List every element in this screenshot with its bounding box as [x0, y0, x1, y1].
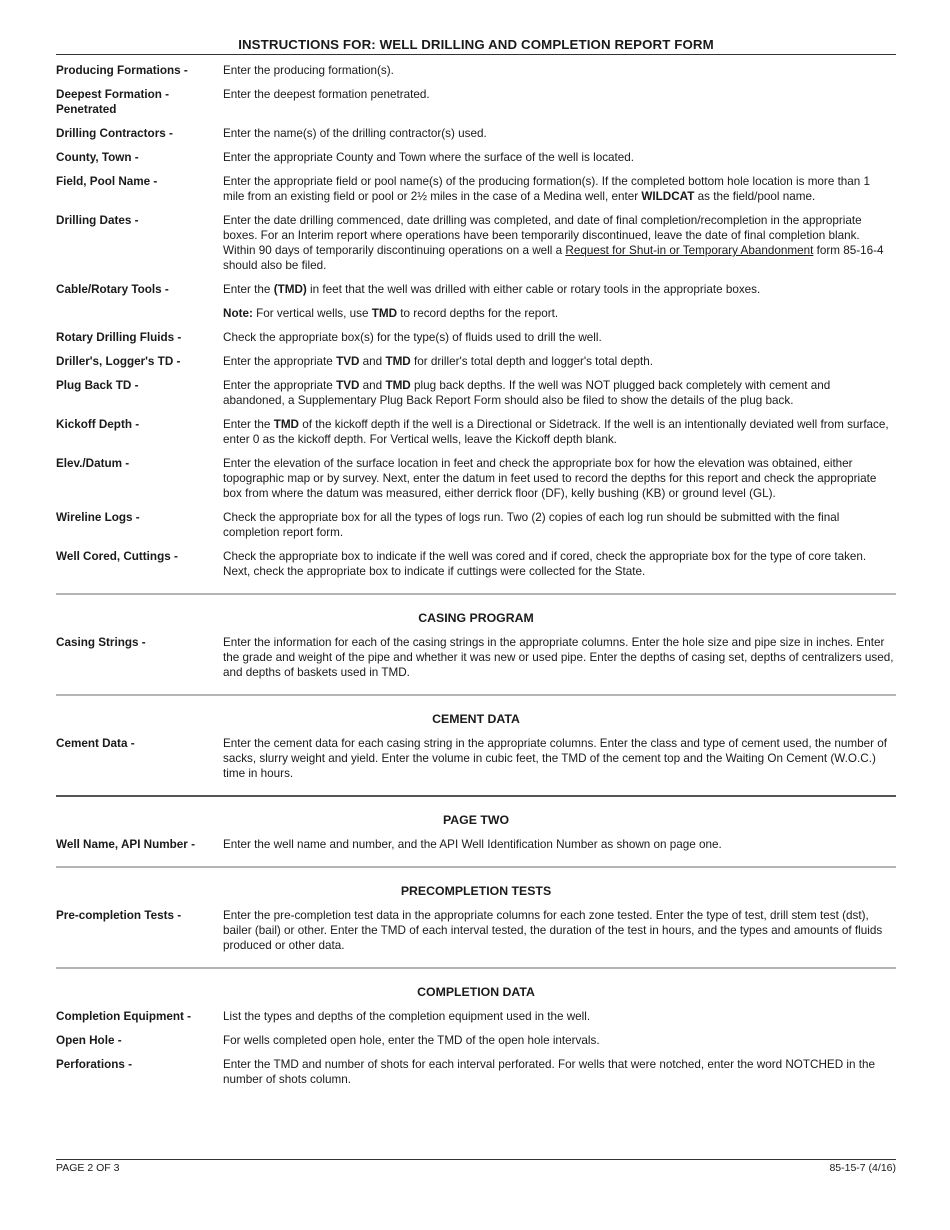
row-county-town: [56, 150, 896, 165]
label-well-name-api: Well Name, API Number -: [56, 838, 195, 851]
text-perforations: Enter the TMD and number of shots for each interval perforated. For wells that were notched, enter the word NOTCHED in the number of shots column.: [223, 1058, 875, 1086]
text-note: [223, 306, 896, 321]
text-precompletion-tests: Enter the pre-completion test data in the appropriate columns for each zone tested. Enter the type of test, drill stem test (dst), bailer (bail) or other. Enter the TMD of each interval tested, the duration of the test in hours, and the types and amounts of fluids produced or other data.: [223, 909, 883, 952]
text-part: for driller's total depth and logger's total depth.: [410, 355, 654, 368]
text-county-town: Enter the appropriate County and Town where the surface of the well is located.: [223, 151, 635, 164]
label-cement-data: Cement Data -: [56, 737, 135, 750]
text-bold: TVD: [336, 355, 360, 368]
casing-heading: CASING PROGRAM: [418, 611, 534, 625]
row-perforations: [56, 1057, 896, 1087]
instructions-page: [56, 0, 896, 1230]
text-bold: TMD: [385, 379, 411, 392]
divider: [56, 593, 896, 595]
row-well-cored-cuttings: [56, 549, 896, 579]
footer-form-number: 85-15-7 (4/16): [829, 1162, 896, 1174]
precompletion-heading: PRECOMPLETION TESTS: [400, 884, 552, 898]
page-footer: [56, 1159, 896, 1174]
label-cable-rotary-tools: Cable/Rotary Tools -: [56, 283, 169, 296]
text-deepest-formation: Enter the deepest formation penetrated.: [223, 88, 430, 101]
label-producing-formations: Producing Formations -: [56, 64, 188, 77]
precompletion-section: [56, 884, 896, 953]
label-plug-back-td: Plug Back TD -: [56, 379, 139, 392]
label-completion-equipment: Completion Equipment -: [56, 1010, 192, 1023]
text-part: Enter the: [223, 283, 274, 296]
text-part: to record depths for the report.: [397, 307, 559, 320]
label-open-hole: Open Hole -: [56, 1034, 122, 1047]
label-drilling-contractors: Drilling Contractors -: [56, 127, 173, 140]
label-drilling-dates: Drilling Dates -: [56, 214, 139, 227]
completion-heading: COMPLETION DATA: [417, 985, 535, 999]
row-elev-datum: [56, 456, 896, 501]
footer-page-number: PAGE 2 OF 3: [56, 1162, 120, 1174]
row-drilling-contractors: [56, 126, 896, 141]
text-cement-data: Enter the cement data for each casing string in the appropriate columns. Enter the class and type of cement used, the number of sacks, slurry weight and yield. Enter the volume in cubic feet, the TMD of the cement top and the Waiting On Cement (W.O.C.) time in hours.: [223, 737, 887, 780]
label-drillers-loggers-td: Driller's, Logger's TD -: [56, 355, 181, 368]
text-part: Enter the appropriate: [223, 379, 337, 392]
text-drillers-loggers-td: [223, 354, 896, 369]
divider: [56, 795, 896, 797]
text-part: Enter the: [223, 418, 274, 431]
text-part: Enter the appropriate: [223, 355, 337, 368]
text-wireline-logs: Check the appropriate box for all the types of logs run. Two (2) copies of each log run should be submitted with the final completion report form.: [223, 511, 840, 539]
label-deepest-formation: Deepest Formation - Penetrated: [56, 88, 169, 116]
label-rotary-drilling-fluids: Rotary Drilling Fluids -: [56, 331, 182, 344]
text-bold: TVD: [336, 379, 360, 392]
text-casing-strings: Enter the information for each of the casing strings in the appropriate columns. Enter the hole size and pipe size in inches. Enter the grade and weight of the pipe and whether it was new or used pipe. Enter the depths of casing set, depths of centralizers used, and depths of baskets used in TMD.: [223, 636, 894, 679]
label-casing-strings: Casing Strings -: [56, 636, 146, 649]
text-part: and: [359, 355, 386, 368]
row-wireline-logs: [56, 510, 896, 540]
label-elev-datum: Elev./Datum -: [56, 457, 130, 470]
text-kickoff-depth: [223, 417, 896, 447]
label-wireline-logs: Wireline Logs -: [56, 511, 140, 524]
text-open-hole: For wells completed open hole, enter the TMD of the open hole intervals.: [223, 1034, 600, 1047]
divider: [56, 866, 896, 868]
row-note: [56, 306, 896, 321]
row-kickoff-depth: [56, 417, 896, 447]
text-part: in feet that the well was drilled with either cable or rotary tools in the appropriate boxes.: [306, 283, 761, 296]
text-bold: TMD: [371, 307, 398, 320]
general-section: [56, 63, 896, 579]
text-bold-wildcat: WILDCAT: [641, 190, 695, 203]
cement-heading: CEMENT DATA: [432, 712, 520, 726]
text-bold: TMD: [385, 355, 411, 368]
text-rotary-drilling-fluids: Check the appropriate box(s) for the type(s) of fluids used to drill the well.: [223, 331, 602, 344]
divider: [56, 967, 896, 969]
text-part: of the kickoff depth if the well is a Directional or Sidetrack. If the well is an intentionally deviated well from surface, enter 0 as the kickoff depth. For Vertical wells, leave the Kickoff depth blank.: [223, 418, 889, 446]
label-precompletion-tests: Pre-completion Tests -: [56, 909, 182, 922]
text-underlined-form-name: Request for Shut-in or Temporary Abandonment: [565, 244, 814, 257]
row-cable-rotary-tools: [56, 282, 896, 297]
label-perforations: Perforations -: [56, 1058, 132, 1071]
row-well-name-api: [56, 837, 896, 852]
note-label: Note:: [223, 307, 253, 320]
page-two-heading: PAGE TWO: [442, 813, 510, 827]
divider: [56, 694, 896, 696]
text-cable-rotary-tools: [223, 282, 896, 297]
label-county-town: County, Town -: [56, 151, 139, 164]
row-producing-formations: [56, 63, 896, 78]
cement-section: [56, 712, 896, 781]
row-field-pool-name: [56, 174, 896, 204]
row-plug-back-td: [56, 378, 896, 408]
row-precompletion-tests: [56, 908, 896, 953]
label-field-pool-name: Field, Pool Name -: [56, 175, 158, 188]
text-elev-datum: Enter the elevation of the surface location in feet and check the appropriate box for how the elevation was obtained, either topographic map or by survey. Next, enter the datum in feet used to record the depths for this report and check the appropriate box from where the datum was measured, either derrick floor (DF), kelly bushing (KB) or ground level (GL).: [223, 457, 877, 500]
row-cement-data: [56, 736, 896, 781]
text-completion-equipment: List the types and depths of the completion equipment used in the well.: [223, 1010, 591, 1023]
row-drilling-dates: [56, 213, 896, 273]
label-well-cored-cuttings: Well Cored, Cuttings -: [56, 550, 178, 563]
page-two-section: [56, 813, 896, 852]
text-part: as the field/pool name.: [694, 190, 816, 203]
text-part: plug back depths. If the well was NOT plugged back completely with cement and abandoned, a Supplementary Plug Back Report Form should also be filed to show the details of the plug back.: [223, 379, 831, 407]
casing-section: [56, 611, 896, 680]
text-drilling-contractors: Enter the name(s) of the drilling contractor(s) used.: [223, 127, 487, 140]
page-title: INSTRUCTIONS FOR: WELL DRILLING AND COMPLETION REPORT FORM: [56, 37, 896, 55]
text-drilling-dates: [223, 213, 896, 273]
row-drillers-loggers-td: [56, 354, 896, 369]
completion-section: [56, 985, 896, 1087]
row-casing-strings: [56, 635, 896, 680]
text-plug-back-td: [223, 378, 896, 408]
row-completion-equipment: [56, 1009, 896, 1024]
text-well-cored-cuttings: Check the appropriate box to indicate if the well was cored and if cored, check the appropriate box for the type of core taken. Next, check the appropriate box to indicate if cuttings were collected for the State.: [223, 550, 867, 578]
text-part: form 85-16-4 should also be filed.: [223, 244, 884, 272]
row-open-hole: [56, 1033, 896, 1048]
text-part: For vertical wells, use: [252, 307, 372, 320]
row-rotary-drilling-fluids: [56, 330, 896, 345]
text-producing-formations: Enter the producing formation(s).: [223, 64, 394, 77]
text-field-pool-name: [223, 174, 896, 204]
text-part: Enter the date drilling commenced, date drilling was completed, and date of final completion/recompletion in the appropriate boxes. For an Interim report where operations have been temporarily discontinued, leave the date of final completion blank. Within 90 days of temporarily discontinuing operations on a well a: [223, 214, 862, 257]
label-empty: [56, 306, 223, 321]
text-part: and: [359, 379, 386, 392]
label-kickoff-depth: Kickoff Depth -: [56, 418, 140, 431]
text-well-name-api: Enter the well name and number, and the API Well Identification Number as shown on page one.: [223, 838, 722, 851]
text-bold: (TMD): [273, 283, 307, 296]
text-part: Enter the appropriate field or pool name(s) of the producing formation(s). If the completed bottom hole location is more than 1 mile from an existing field or pool or 2½ miles in the case of a Medina well, enter: [223, 175, 871, 203]
row-deepest-formation: [56, 87, 896, 117]
text-bold: TMD: [273, 418, 300, 431]
